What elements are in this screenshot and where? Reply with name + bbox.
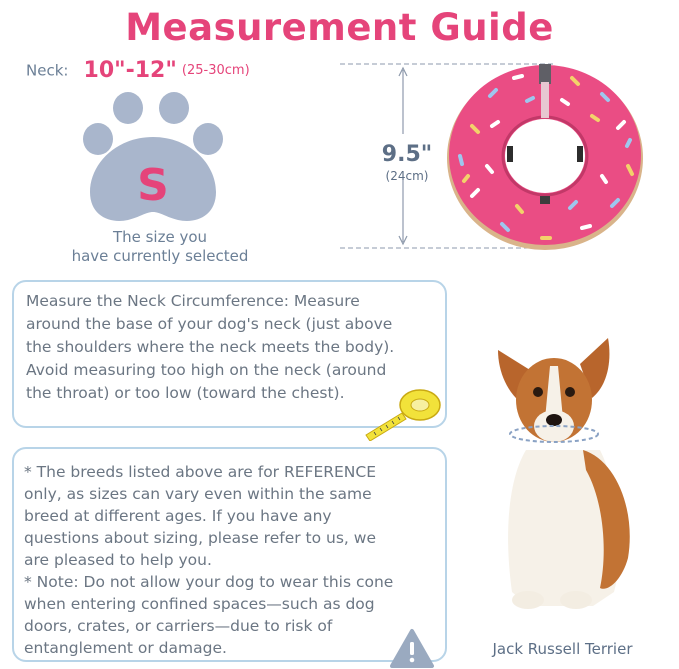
- size-caption-line: The size you: [112, 228, 208, 246]
- dimension-label: [368, 142, 446, 183]
- instruction-line: Avoid measuring too high on the neck (around: [26, 361, 387, 379]
- note-line: breed at different ages. If you have any: [24, 507, 332, 525]
- instruction-line: the throat) or too low (toward the chest).: [26, 384, 345, 402]
- instruction-line: around the base of your dog's neck (just above: [26, 315, 393, 333]
- dog-image: [468, 330, 653, 624]
- note-box: [12, 447, 447, 662]
- dimension-main: 9.5": [381, 142, 433, 167]
- size-caption: [40, 228, 280, 266]
- paw-icon: [78, 92, 228, 231]
- tape-measure-icon: [358, 385, 448, 445]
- note-line: questions about sizing, please refer to us, we: [24, 529, 376, 547]
- note-line: when entering confined spaces—such as dog: [24, 595, 375, 613]
- instruction-line: Measure the Neck Circumference: Measure: [26, 292, 360, 310]
- note-line: * The breeds listed above are for REFERENCE: [24, 463, 377, 481]
- instruction-line: the shoulders where the neck meets the body).: [26, 338, 395, 356]
- size-letter: S: [137, 160, 169, 211]
- note-line: doors, crates, or carriers—due to risk of: [24, 617, 333, 635]
- neck-metric: (25-30cm): [181, 63, 250, 78]
- neck-size-row: [26, 58, 250, 83]
- dog-caption: Jack Russell Terrier: [492, 640, 633, 658]
- note-line: only, as sizes can vary even within the same: [24, 485, 372, 503]
- neck-value: 10"-12": [83, 58, 177, 83]
- size-caption-line: have currently selected: [71, 247, 249, 265]
- neck-label: Neck:: [26, 61, 69, 80]
- donut-cone-image: [442, 56, 648, 260]
- note-line: are pleased to help you.: [24, 551, 212, 569]
- page-title: Measurement Guide: [125, 6, 554, 49]
- dimension-sub: (24cm): [385, 169, 429, 183]
- note-line: * Note: Do not allow your dog to wear this cone: [24, 573, 394, 591]
- note-line: entanglement or damage.: [24, 639, 227, 657]
- warning-icon: [389, 628, 435, 669]
